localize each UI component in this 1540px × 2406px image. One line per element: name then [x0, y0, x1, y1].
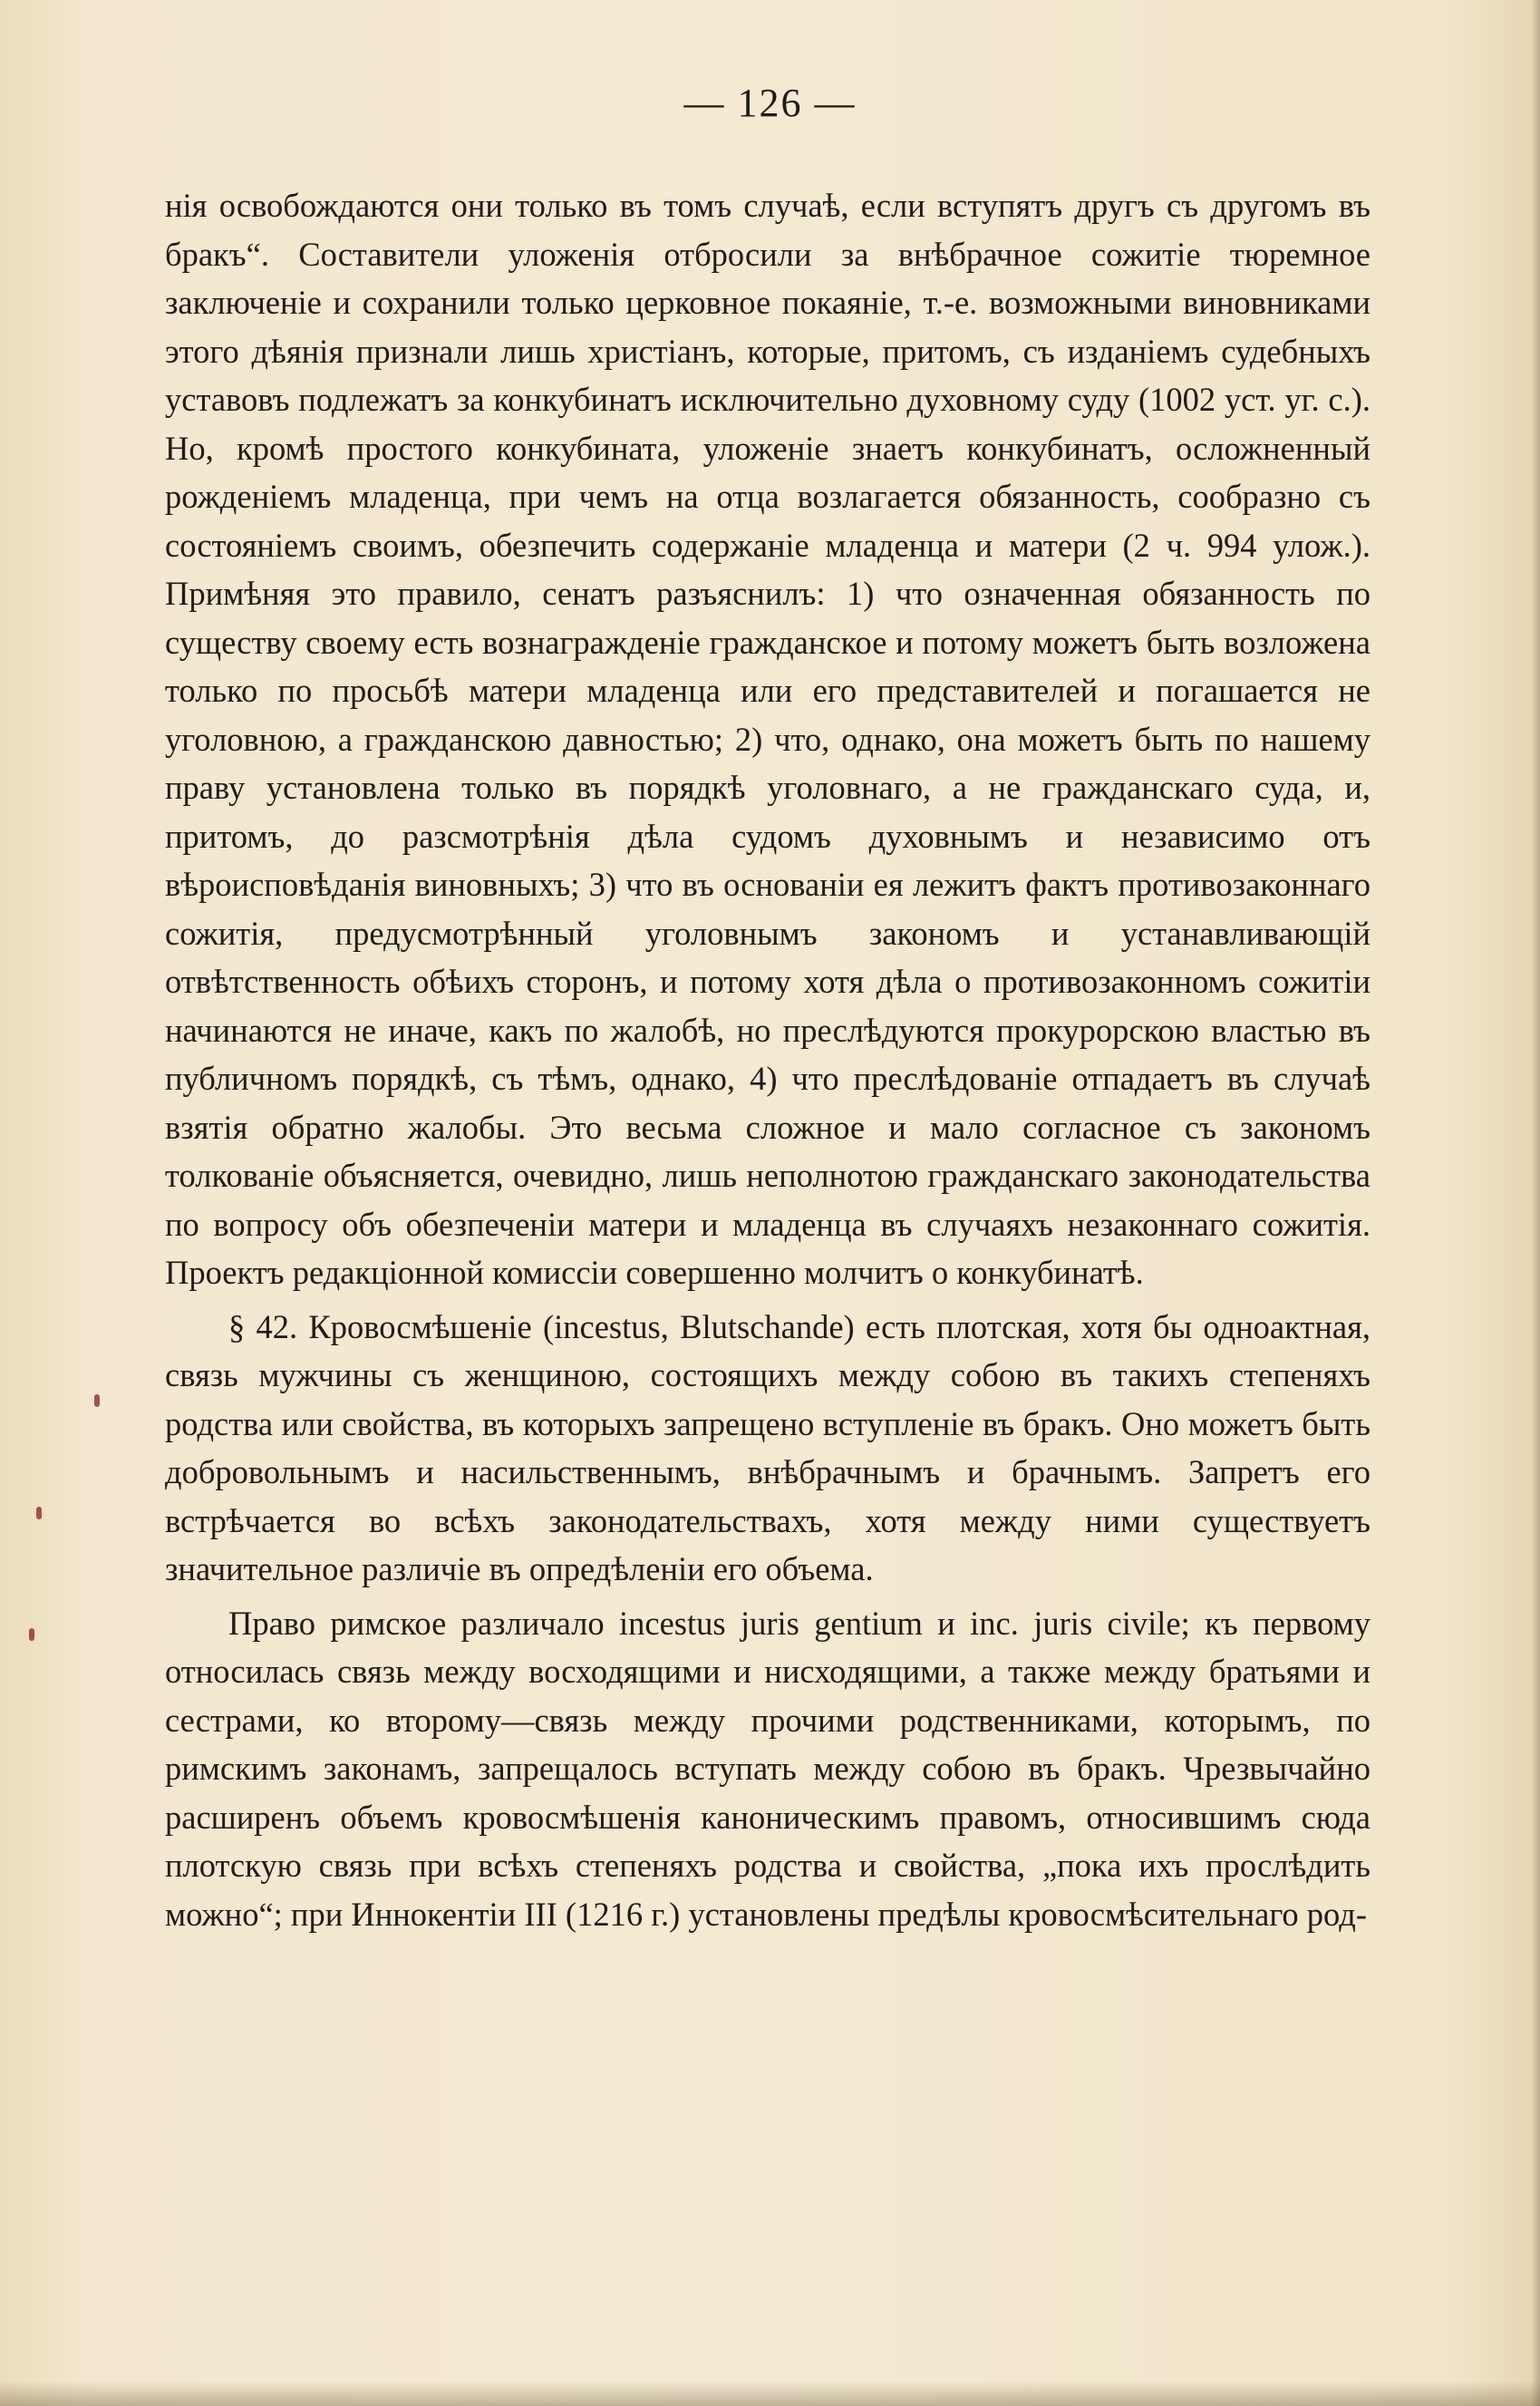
page-bottom-edge: [0, 2381, 1540, 2406]
paragraph-concubinage: нія освобождаются они только въ томъ случаѣ, если вступятъ другъ съ другомъ въ бракъ“. Составители уложенія отбросили за внѣбрачное сожитіе тюремное заключеніе и сохранили только церковное покаяніе, т.-е. возможными виновниками этого дѣянія признали лишь христіанъ, которые, притомъ, съ изданіемъ судебныхъ уставовъ подлежатъ за конкубинатъ исключительно духовному суду (1002 уст. уг. с.). Но, кромѣ простого конкубината, уложеніе знаетъ конкубинатъ, осложненный рожденіемъ младенца, при чемъ на отца возлагается обязанность, сообразно съ состояніемъ своимъ, обезпечить содержаніе младенца и матери (2 ч. 994 улож.). Примѣняя это правило, сенатъ разъяснилъ: 1) что означенная обязанность по существу своему есть вознагражденіе гражданское и потому можетъ быть возложена только по просьбѣ матери младенца или его представителей и погашается не уголовною, а гражданскою давностью; 2) что, однако, она можетъ быть по нашему праву установлена только въ порядкѣ уголовнаго, а не гражданскаго суда, и, притомъ, до разсмотрѣнія дѣла судомъ духовнымъ и независимо отъ вѣроисповѣданія виновныхъ; 3) что въ основаніи ея лежитъ фактъ противозаконнаго сожитія, предусмотрѣнный уголовнымъ закономъ и устанавливающій отвѣтственность обѣихъ сторонъ, и потому хотя дѣла о противозаконномъ сожитіи начинаются не иначе, какъ по жалобѣ, но преслѣдуются прокурорскою властью въ публичномъ порядкѣ, съ тѣмъ, однако, 4) что преслѣдованіе отпадаетъ въ случаѣ взятія обратно жалобы. Это весьма сложное и мало согласное съ закономъ толкованіе объясняется, очевидно, лишь неполнотою гражданскаго законодательства по вопросу объ обезпеченіи матери и младенца въ случаяхъ незаконнаго сожитія. Проектъ редакціонной комиссіи совершенно молчитъ о конкубинатѣ.: [165, 187, 1371, 1291]
margin-ink-mark: [94, 1394, 100, 1407]
body-text: [165, 181, 1371, 1938]
margin-ink-mark: [29, 1628, 34, 1641]
page-number: — 126 —: [683, 81, 857, 125]
margin-ink-mark: [36, 1507, 42, 1519]
paragraph-roman-law: Право римское различало incestus juris gentium и inc. juris civile; къ первому относилась связь между восходящими и нисходящими, а также между братьями и сестрами, ко второму—связь между прочими родственниками, которымъ, по римскимъ законамъ, запрещалось вступать между собою въ бракъ. Чрезвычайно расширенъ объемъ кровосмѣшенія каноническимъ правомъ, относившимъ сюда плотскую связь при всѣхъ степеняхъ родства и свойства, „пока ихъ прослѣдить можно“; при Иннокентіи III (1216 г.) установлены предѣлы кровосмѣсительнаго род-: [165, 1604, 1371, 1933]
paragraph-section-42: § 42. Кровосмѣшеніе (incestus, Blutschande) есть плотская, хотя бы одноактная, связь мужчины съ женщиною, состоящихъ между собою въ такихъ степеняхъ родства или свойства, въ которыхъ запрещено вступленіе въ бракъ. Оно можетъ быть добровольнымъ и насильственнымъ, внѣбрачнымъ и брачнымъ. Запретъ его встрѣчается во всѣхъ законодательствахъ, хотя между ними существуетъ значительное различіе въ опредѣленіи его объема.: [165, 1307, 1371, 1587]
